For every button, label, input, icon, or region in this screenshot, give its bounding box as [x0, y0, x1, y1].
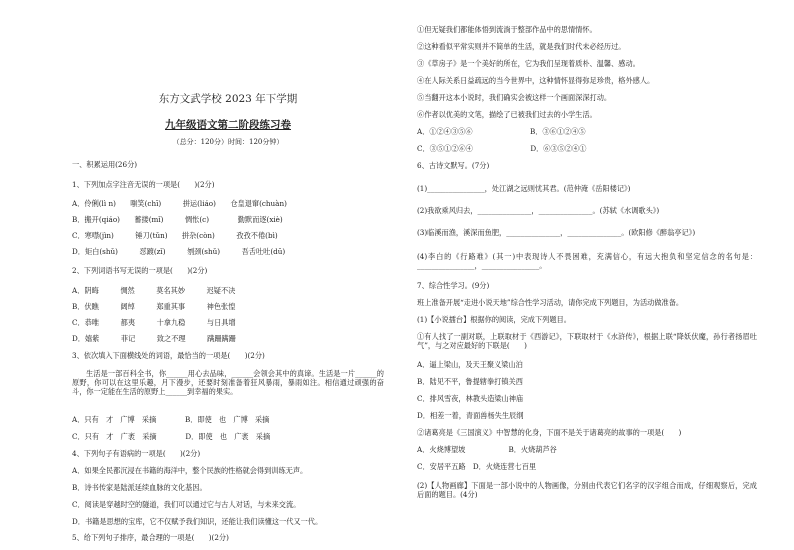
- q7-a-option-d: D．相差一着，青面兽杨失生辰纲: [417, 411, 524, 420]
- q5-sentence-6: ⑥作者以优美的文笔，描绘了已被我们过去的小学生活。: [417, 110, 597, 119]
- q2-option-a: A．阴晦 惆然 莫名其妙 迟疑不决: [72, 286, 236, 295]
- q6-item-1: (1)________________，处江湖之远则忧其君。(范仲淹《岳阳楼记》): [417, 184, 631, 193]
- q5-sentence-5: ⑤当翻开这本小说时，我们确实会被这样一个画面深深打动。: [417, 93, 612, 102]
- q7-part-1-a: ①有人找了一副对联，上联取材于《西游记》，下联取材于《水浒传》，根据上联“降妖伏魔，孙行者扬眉吐气”，与之对应最好的下联是( ): [417, 332, 757, 351]
- q7-part-2: (2)【人物画廊】下面是一部小说中的人物画像，分别由代表它们名字的汉字组合而成，仔细观察后，完成后面的题目。(4分): [417, 481, 757, 500]
- school-heading: 东方文武学校 2023 年下学期: [158, 93, 298, 105]
- question-3: 3、依次填入下面横线处的词语，最恰当的一项是( )(2分): [72, 351, 265, 360]
- q5-sentence-4: ④在人际关系日益疏远的当今世界中，这种情怀显得弥足珍贵，格外感人。: [417, 76, 655, 85]
- q5-sentence-1: ①但无疑我们都能体悟到流淌于整部作品中的思情情怀。: [417, 25, 597, 34]
- q7-a-option-a: A．逼上梁山，及天王聚义梁山泊: [417, 360, 523, 369]
- exam-title: 九年级语文第二阶段练习卷: [165, 119, 291, 131]
- q7-part-1-b: ②诸葛亮是《三国演义》中智慧的化身，下面不是关于诸葛亮的故事的一项是( ): [417, 428, 682, 437]
- q4-option-a: A．如果全民都沉浸在书籍的海洋中，整个民族的性格就会得到训练无声。: [72, 466, 308, 475]
- q5-sentence-2: ②这种看似平常实则并不简单的生活，就是我们时代未必经历过。: [417, 42, 626, 51]
- q2-option-b: B．伏瞧 阔绰 郑重其事 神色张惶: [72, 302, 236, 311]
- q6-item-3: (3)临溪而渔，溪深而鱼肥，_______________，_______________。(欧阳修《醉翁亭记》): [417, 228, 696, 237]
- q7-a-option-c: C．排风雪夜，林教头造梁山神庙: [417, 394, 524, 403]
- q2-option-d: D．嬉紫 菲记 致之不理 蹒跚蹒跚: [72, 334, 236, 343]
- q7-a-option-b: B．陆见不平，鲁提辖拳打镇关西: [417, 377, 523, 386]
- score-time: （总分：120分）时间：120分钟）: [172, 138, 284, 146]
- q1-option-c: C．寒噤(jìn) 锤刀(tǔn) 拼杂(còn) 孜孜不倦(bì): [72, 231, 278, 240]
- q1-option-b: B．搬开(qiáo) 蓄搂(mǐ) 惆怅(c) 勤默而逐(xiè): [72, 215, 283, 224]
- q1-option-a: A．伶俐(lì n) 嗤笑(chī) 拼运(liáo) 仓皇退窜(chuàn): [72, 199, 287, 208]
- q2-option-c: C．恭唯 都夷 十拿九稳 与日具增: [72, 318, 236, 327]
- q7-part-1: (1)【小说擂台】根据你的阅读，完成下列题目。: [417, 315, 571, 324]
- q5-options-cd: C．③⑤①②⑥④ D．⑥③⑤②④①: [417, 144, 587, 153]
- q6-item-4: (4)李白的《行路难》(其一)中表现诗人不畏困难，充满信心，有远大抱负和坚定信念的名句是：________________，________________。: [417, 252, 757, 271]
- q5-options-ab: A．①②④③⑤⑥ B．③⑥①②④⑤: [417, 127, 586, 136]
- question-2: 2、下列词语书写无误的一项是( )(2分): [72, 266, 208, 275]
- q3-passage: 生活是一部百科全书，你______用心去品味，______会领会其中的真谛。生活是一片______的原野，你可以在这里乐趣，月下漫步，还要时刻准备着狂风暴雨，暴雨如注。相信通过顽强的奋斗，你一定能在生活的原野上______到幸福的果实。: [72, 369, 384, 397]
- q6-item-2: (2)我欲乘风归去，_______________，_______________。(苏轼《水调歌头》): [417, 206, 660, 215]
- q3-options-cd: C．只有 才 广袤 采摘 D．即使 也 广袤 采摘: [72, 432, 271, 441]
- q7-b-options-ab: A．火烧博望坡 B．火烧葫芦谷: [417, 445, 557, 454]
- q1-option-d: D．矩白(shǔ) 怼踱(zǐ) 刎颈(shǔ) 吾舌吐吐(dū): [72, 247, 286, 256]
- question-6: 6、古诗文默写。(7分): [417, 161, 490, 170]
- q3-options-ab: A．只有 才 广博 采摘 B．即使 也 广博 采摘: [72, 415, 270, 424]
- q7-b-options-cd: C．安居平五路 D．火烧连营七百里: [417, 462, 537, 471]
- question-7: 7、综合性学习。(9分): [417, 281, 490, 290]
- q5-sentence-3: ③《草房子》是一个美好的所在，它为我们呈现着质朴、温馨、感动。: [417, 59, 640, 68]
- section-heading: 一、积累运用(26分): [72, 160, 138, 169]
- q4-option-c: C．阅读是穿越时空的隧道，我们可以通过它与古人对话，与未来交流。: [72, 500, 301, 509]
- question-5: 5、给下列句子排序，最合理的一项是( )(2分): [72, 533, 229, 542]
- q7-intro: 班上准备开展“走进小说天地”综合性学习活动，请你完成下列题目，为活动做准备。: [417, 298, 684, 307]
- q4-option-b: B．诗书传家是陆派延续血脉的文化基因。: [72, 483, 207, 492]
- q4-option-d: D．书籍是思想的宝库，它不仅赋予我们知识，还能让我们读懂这一代又一代。: [72, 517, 323, 526]
- question-1: 1、下列加点字注音无误的一项是( )(2分): [72, 180, 215, 189]
- question-4: 4、下列句子有语病的一项是( )(2分): [72, 449, 201, 458]
